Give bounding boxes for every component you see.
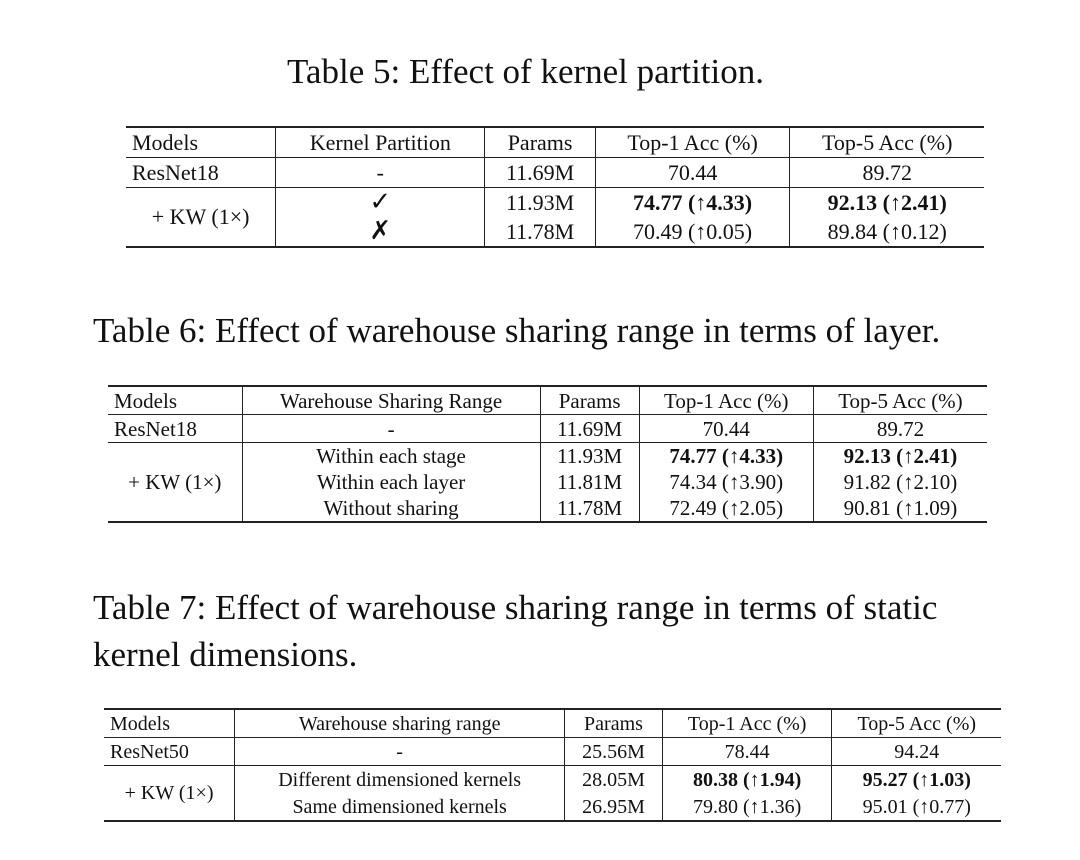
table5-baseline-row	[126, 158, 984, 188]
table7-header-params: Params	[565, 709, 663, 738]
table7-row-top5: 95.01 (↑0.77)	[832, 793, 1001, 821]
table5-caption: Table 5: Effect of kernel partition.	[287, 52, 764, 91]
table6-baseline-row	[108, 415, 987, 443]
table6-row-params: 11.78M	[540, 495, 639, 522]
table5-header-params: Params	[485, 127, 595, 158]
table7-header-top5: Top-5 Acc (%)	[832, 709, 1001, 738]
table5-row-top5: 89.84 (↑0.12)	[790, 217, 984, 247]
table6	[108, 385, 987, 523]
table7-row	[104, 793, 1001, 821]
table5-baseline-setting: -	[276, 158, 485, 188]
table6-baseline-setting: -	[242, 415, 540, 443]
table6-header-models: Models	[108, 386, 242, 415]
table5-header-top5: Top-5 Acc (%)	[790, 127, 984, 158]
table7-baseline-setting: -	[235, 738, 565, 766]
table6-row-top1: 72.49 (↑2.05)	[639, 495, 813, 522]
table7-baseline-row	[104, 738, 1001, 766]
table6-header-top1: Top-1 Acc (%)	[639, 386, 813, 415]
table6-header-params: Params	[540, 386, 639, 415]
table6-row-top5: 92.13 (↑2.41)	[813, 443, 987, 470]
table7-baseline-params: 25.56M	[565, 738, 663, 766]
table5-row-top1: 74.77 (↑4.33)	[595, 188, 790, 218]
table6-row-params: 11.93M	[540, 443, 639, 470]
table6-baseline-top1: 70.44	[639, 415, 813, 443]
table6-row	[108, 443, 987, 470]
table7-row-setting: Different dimensioned kernels	[235, 766, 565, 794]
table7-row-top1: 79.80 (↑1.36)	[662, 793, 832, 821]
table6-row-top5: 91.82 (↑2.10)	[843, 470, 958, 494]
table7-header-setting: Warehouse sharing range	[235, 709, 565, 738]
table5-baseline-params: 11.69M	[485, 158, 595, 188]
table6-row-setting: Within each stage	[242, 443, 540, 470]
table5-checkmark-icon: ✓	[276, 188, 485, 218]
table6-row-params: 11.81M	[540, 469, 639, 495]
table5-header-models: Models	[126, 127, 276, 158]
table7-row-setting: Same dimensioned kernels	[235, 793, 565, 821]
table5-row	[126, 188, 984, 218]
table6-header-row	[108, 386, 987, 415]
table7	[104, 708, 1001, 822]
table6-row-setting: Without sharing	[242, 495, 540, 522]
table5-header-top1: Top-1 Acc (%)	[595, 127, 790, 158]
table7-row-top1: 80.38 (↑1.94)	[662, 766, 832, 794]
table5-baseline-top1: 70.44	[595, 158, 790, 188]
table6-header-top5: Top-5 Acc (%)	[813, 386, 987, 415]
table5-header-row	[126, 127, 984, 158]
table7-row-params: 26.95M	[565, 793, 663, 821]
table7-caption: Table 7: Effect of warehouse sharing range in terms of static kernel dimensions.	[93, 588, 938, 674]
table6-row-setting: Within each layer	[242, 469, 540, 495]
table5	[126, 126, 984, 248]
table7-header-row	[104, 709, 1001, 738]
table7-row	[104, 766, 1001, 794]
table5-row-top5: 92.13 (↑2.41)	[790, 188, 984, 218]
table7-baseline-model: ResNet50	[104, 738, 235, 766]
table5-baseline-top5: 89.72	[790, 158, 984, 188]
table7-baseline-top5: 94.24	[832, 738, 1001, 766]
table6-row-top1: 74.34 (↑3.90)	[639, 469, 813, 495]
table7-row-top5: 95.27 (↑1.03)	[832, 766, 1001, 794]
table5-row-params: 11.93M	[485, 188, 595, 218]
table6-baseline-model: ResNet18	[108, 415, 242, 443]
table7-kw-model: + KW (1×)	[104, 766, 235, 822]
table6-kw-model: + KW (1×)	[108, 443, 242, 523]
table5-row-params: 11.78M	[485, 217, 595, 247]
table7-header-top1: Top-1 Acc (%)	[662, 709, 832, 738]
table6-row-top1: 74.77 (↑4.33)	[639, 443, 813, 470]
table7-baseline-top1: 78.44	[662, 738, 832, 766]
table6-header-setting: Warehouse Sharing Range	[242, 386, 540, 415]
table6-caption: Table 6: Effect of warehouse sharing range in terms of layer.	[93, 311, 941, 350]
table6-baseline-top5: 89.72	[813, 415, 987, 443]
table7-row-params: 28.05M	[565, 766, 663, 794]
table6-row-top5: 90.81 (↑1.09)	[813, 495, 987, 522]
table6-baseline-params: 11.69M	[540, 415, 639, 443]
table7-header-models: Models	[104, 709, 235, 738]
table5-row-top1: 70.49 (↑0.05)	[595, 217, 790, 247]
table5-baseline-model: ResNet18	[126, 158, 276, 188]
table5-header-setting: Kernel Partition	[276, 127, 485, 158]
table5-cross-icon: ✗	[276, 217, 485, 247]
table5-kw-model: + KW (1×)	[126, 188, 276, 248]
